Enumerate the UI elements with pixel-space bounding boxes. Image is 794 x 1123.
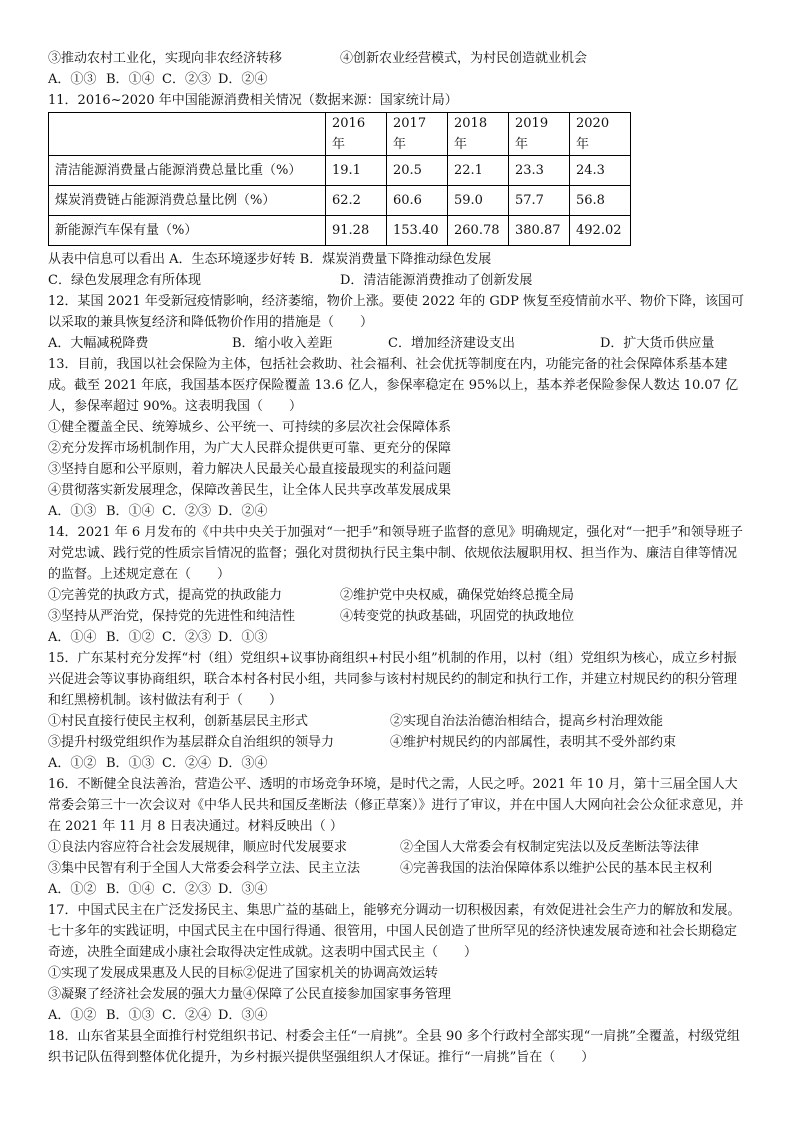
answer-a: A．大幅减税降费 — [48, 336, 149, 351]
table-cell: 19.1 — [326, 156, 387, 186]
answer-c: C．②③ — [162, 72, 211, 87]
q16-item-4: ④完善我国的法治保障体系以维护公民的基本民主权利 — [400, 861, 713, 876]
q14-item-3: ③坚持从严治党，保持党的先进性和纯洁性 — [48, 609, 296, 624]
answer-c: C．②③ — [162, 630, 211, 645]
table-header-cell: 2019 年 — [509, 113, 570, 156]
table-cell: 59.0 — [448, 186, 509, 216]
answer-d: D．③④ — [218, 1008, 268, 1023]
table-row — [49, 216, 631, 246]
q12-stem: 12．某国 2021 年受新冠疫情影响，经济萎缩，物价上涨。要使 2022 年的 GDP 恢复至疫情前水平、物价下降，该国可以采取的兼具恢复经济和降低物价作用的措施是（ ） — [48, 294, 745, 330]
answer-b: B．缩小收入差距 — [232, 336, 333, 351]
answer-d: D．③④ — [218, 756, 268, 771]
q17-answers — [48, 1005, 748, 1026]
table-cell: 20.5 — [387, 156, 448, 186]
table-header-cell: 2017 年 — [387, 113, 448, 156]
answer-b: B．①② — [106, 630, 155, 645]
answer-a: A．①② — [48, 882, 97, 897]
answer-a: A．①③ — [48, 72, 97, 87]
table-header-cell: 2020 年 — [570, 113, 631, 156]
q15-items-row2 — [48, 732, 748, 753]
energy-table — [48, 112, 631, 246]
q11-answers-line2 — [48, 270, 748, 291]
q10-item-3: ③推动农村工业化，实现向非农经济转移 — [48, 51, 283, 66]
q10-item-4: ④创新农业经营模式，为村民创造就业机会 — [340, 51, 588, 66]
q14-item-2: ②维护党中央权威，确保党始终总揽全局 — [340, 588, 575, 603]
q14-item-1: ①完善党的执政方式，提高党的执政能力 — [48, 588, 283, 603]
table-row — [49, 186, 631, 216]
table-cell: 煤炭消费链占能源消费总量比例（%） — [49, 186, 326, 216]
answer-c: C．②③ — [162, 882, 211, 897]
table-cell: 153.40 — [387, 216, 448, 246]
table-header-cell: 2016 年 — [326, 113, 387, 156]
q10-items — [48, 48, 748, 69]
answer-a: A．①② — [48, 1008, 97, 1023]
q15-item-2: ②实现自治法治德治相结合，提高乡村治理效能 — [390, 714, 664, 729]
table-cell: 260.78 — [448, 216, 509, 246]
exam-page — [48, 48, 748, 1068]
answer-c: C．绿色发展理念有所体现 — [48, 273, 201, 288]
table-cell: 新能源汽车保有量（%） — [49, 216, 326, 246]
table-row — [49, 156, 631, 186]
q13-stem: 13．目前，我国以社会保险为主体，包括社会救助、社会福利、社会优抚等制度在内，功能完备的社会保障体系基本建成。截至 2021 年底，我国基本医疗保险覆盖 13.6 亿人，参保率稳定在 95%以上，基本养老保险参保人数达 10.07 亿人，参保率超过 90%。这表明我国（ ） — [48, 357, 739, 414]
q16-item-2: ②全国人大常委会有权制定宪法以及反垄断法等法律 — [400, 840, 700, 855]
answer-a: A．①④ — [48, 630, 97, 645]
q15-items-row1 — [48, 711, 748, 732]
q14-item-4: ④转变党的执政基础，巩固党的执政地位 — [340, 609, 575, 624]
q15-item-1: ①村民直接行使民主权利，创新基层民主形式 — [48, 714, 309, 729]
table-cell: 24.3 — [570, 156, 631, 186]
q17-items-row2: ③凝聚了经济社会发展的强大力量④保障了公民直接参加国家事务管理 — [48, 987, 452, 1002]
q13-item-4: ④贯彻落实新发展理念，保障改善民生，让全体人民共享改革发展成果 — [48, 483, 452, 498]
q15-item-4: ④维护村规民约的内部属性，表明其不受外部约束 — [390, 735, 677, 750]
q17-stem: 17．中国式民主在广泛发扬民主、集思广益的基础上，能够充分调动一切积极因素，有效促进社会生产力的解放和发展。七十多年的实践证明，中国式民主在中国行得通、很管用，中国人民创造了世所罕见的经济快速发展奇迹和社会长期稳定奇迹，决胜全面建成小康社会取得决定性成就。这表明中国式民主（ ） — [48, 903, 741, 960]
answer-a: A．①② — [48, 756, 97, 771]
q18-stem: 18．山东省某县全面推行村党组织书记、村委会主任“一肩挑”。全县 90 多个行政村全部实现“一肩挑”全覆盖，村级党组织书记队伍得到整体优化提升，为乡村振兴提供坚强组织人才保证。推行“一肩挑”旨在（ ） — [48, 1029, 740, 1065]
table-cell: 60.6 — [387, 186, 448, 216]
q17-items-row1: ①实现了发展成果惠及人民的目标②促进了国家机关的协调高效运转 — [48, 966, 439, 981]
q14-stem: 14．2021 年 6 月发布的《中共中央关于加强对“一把手”和领导班子监督的意见》明确规定，强化对“一把手”和领导班子对党忠诚、践行党的性质宗旨情况的监督；强化对贯彻执行民主集中制、依规依法履职用权、担当作为、廉洁自律等情况的监督。上述规定意在（ ） — [48, 525, 743, 582]
table-cell: 清洁能源消费量占能源消费总量比重（%） — [49, 156, 326, 186]
table-cell: 22.1 — [448, 156, 509, 186]
answer-b: B．①④ — [106, 72, 155, 87]
table-cell: 91.28 — [326, 216, 387, 246]
q16-items-row1 — [48, 837, 748, 858]
q16-stem: 16．不断健全良法善治，营造公平、透明的市场竞争环境，是时代之需，人民之呼。2021 年 10 月，第十三届全国人大常委会第三十一次会议对《中华人民共和国反垄断法（修正草案）》进行了审议，并在中国人大网向社会公众征求意见，并在 2021 年 11 月 8 日表决通过。材料反映出（ ） — [48, 777, 744, 834]
q13-answers — [48, 501, 748, 522]
q14-items-row1 — [48, 585, 748, 606]
table-cell: 380.87 — [509, 216, 570, 246]
answer-b: B．①③ — [106, 1008, 155, 1023]
table-header-cell — [49, 113, 326, 156]
answer-d: D．扩大货币供应量 — [600, 336, 715, 351]
table-cell: 23.3 — [509, 156, 570, 186]
answer-c: C．②④ — [162, 1008, 211, 1023]
answer-a: A．①③ — [48, 504, 97, 519]
q13-item-2: ②充分发挥市场机制作用，为广大人民群众提供更可靠、更充分的保障 — [48, 441, 452, 456]
answer-c: C．增加经济建设支出 — [388, 336, 515, 351]
q10-answers — [48, 69, 748, 90]
table-header-row — [49, 113, 631, 156]
table-cell: 62.2 — [326, 186, 387, 216]
q11-answers-line1: 从表中信息可以看出 A．生态环境逐步好转 B．煤炭消费量下降推动绿色发展 — [48, 252, 492, 267]
q16-item-1: ①良法内容应符合社会发展规律，顺应时代发展要求 — [48, 840, 348, 855]
q13-item-1: ①健全覆盖全民、统筹城乡、公平统一、可持续的多层次社会保障体系 — [48, 420, 452, 435]
q15-item-3: ③提升村级党组织作为基层群众自治组织的领导力 — [48, 735, 335, 750]
q13-item-3: ③坚持自愿和公平原则，着力解决人民最关心最直接最现实的利益问题 — [48, 462, 452, 477]
answer-b: B．①④ — [106, 882, 155, 897]
answer-d: D．①③ — [218, 630, 268, 645]
q16-items-row2 — [48, 858, 748, 879]
table-header-cell: 2018 年 — [448, 113, 509, 156]
q14-items-row2 — [48, 606, 748, 627]
answer-c: C．②③ — [162, 504, 211, 519]
table-cell: 57.7 — [509, 186, 570, 216]
answer-b: B．①③ — [106, 756, 155, 771]
answer-d: D．②④ — [218, 72, 268, 87]
answer-d: D．清洁能源消费推动了创新发展 — [340, 273, 533, 288]
q15-answers — [48, 753, 748, 774]
q16-answers — [48, 879, 748, 900]
answer-d: D．③④ — [218, 882, 268, 897]
table-cell: 56.8 — [570, 186, 631, 216]
answer-c: C．②④ — [162, 756, 211, 771]
q15-stem: 15．广东某村充分发挥“村（组）党组织+议事协商组织+村民小组”机制的作用，以村（组）党组织为核心，成立乡村振兴促进会等议事协商组织，联合本村各村民小组，共同参与该村村规民约的制定和执行工作，并建立村规民约的积分管理和红黑榜机制。该村做法有利于（ ） — [48, 651, 738, 708]
q12-answers — [48, 333, 748, 354]
table-cell: 492.02 — [570, 216, 631, 246]
answer-d: D．②④ — [218, 504, 268, 519]
q16-item-3: ③集中民智有利于全国人大常委会科学立法、民主立法 — [48, 861, 361, 876]
q11-stem: 11．2016~2020 年中国能源消费相关情况（数据来源：国家统计局） — [48, 93, 458, 108]
q14-answers — [48, 627, 748, 648]
answer-b: B．①④ — [106, 504, 155, 519]
